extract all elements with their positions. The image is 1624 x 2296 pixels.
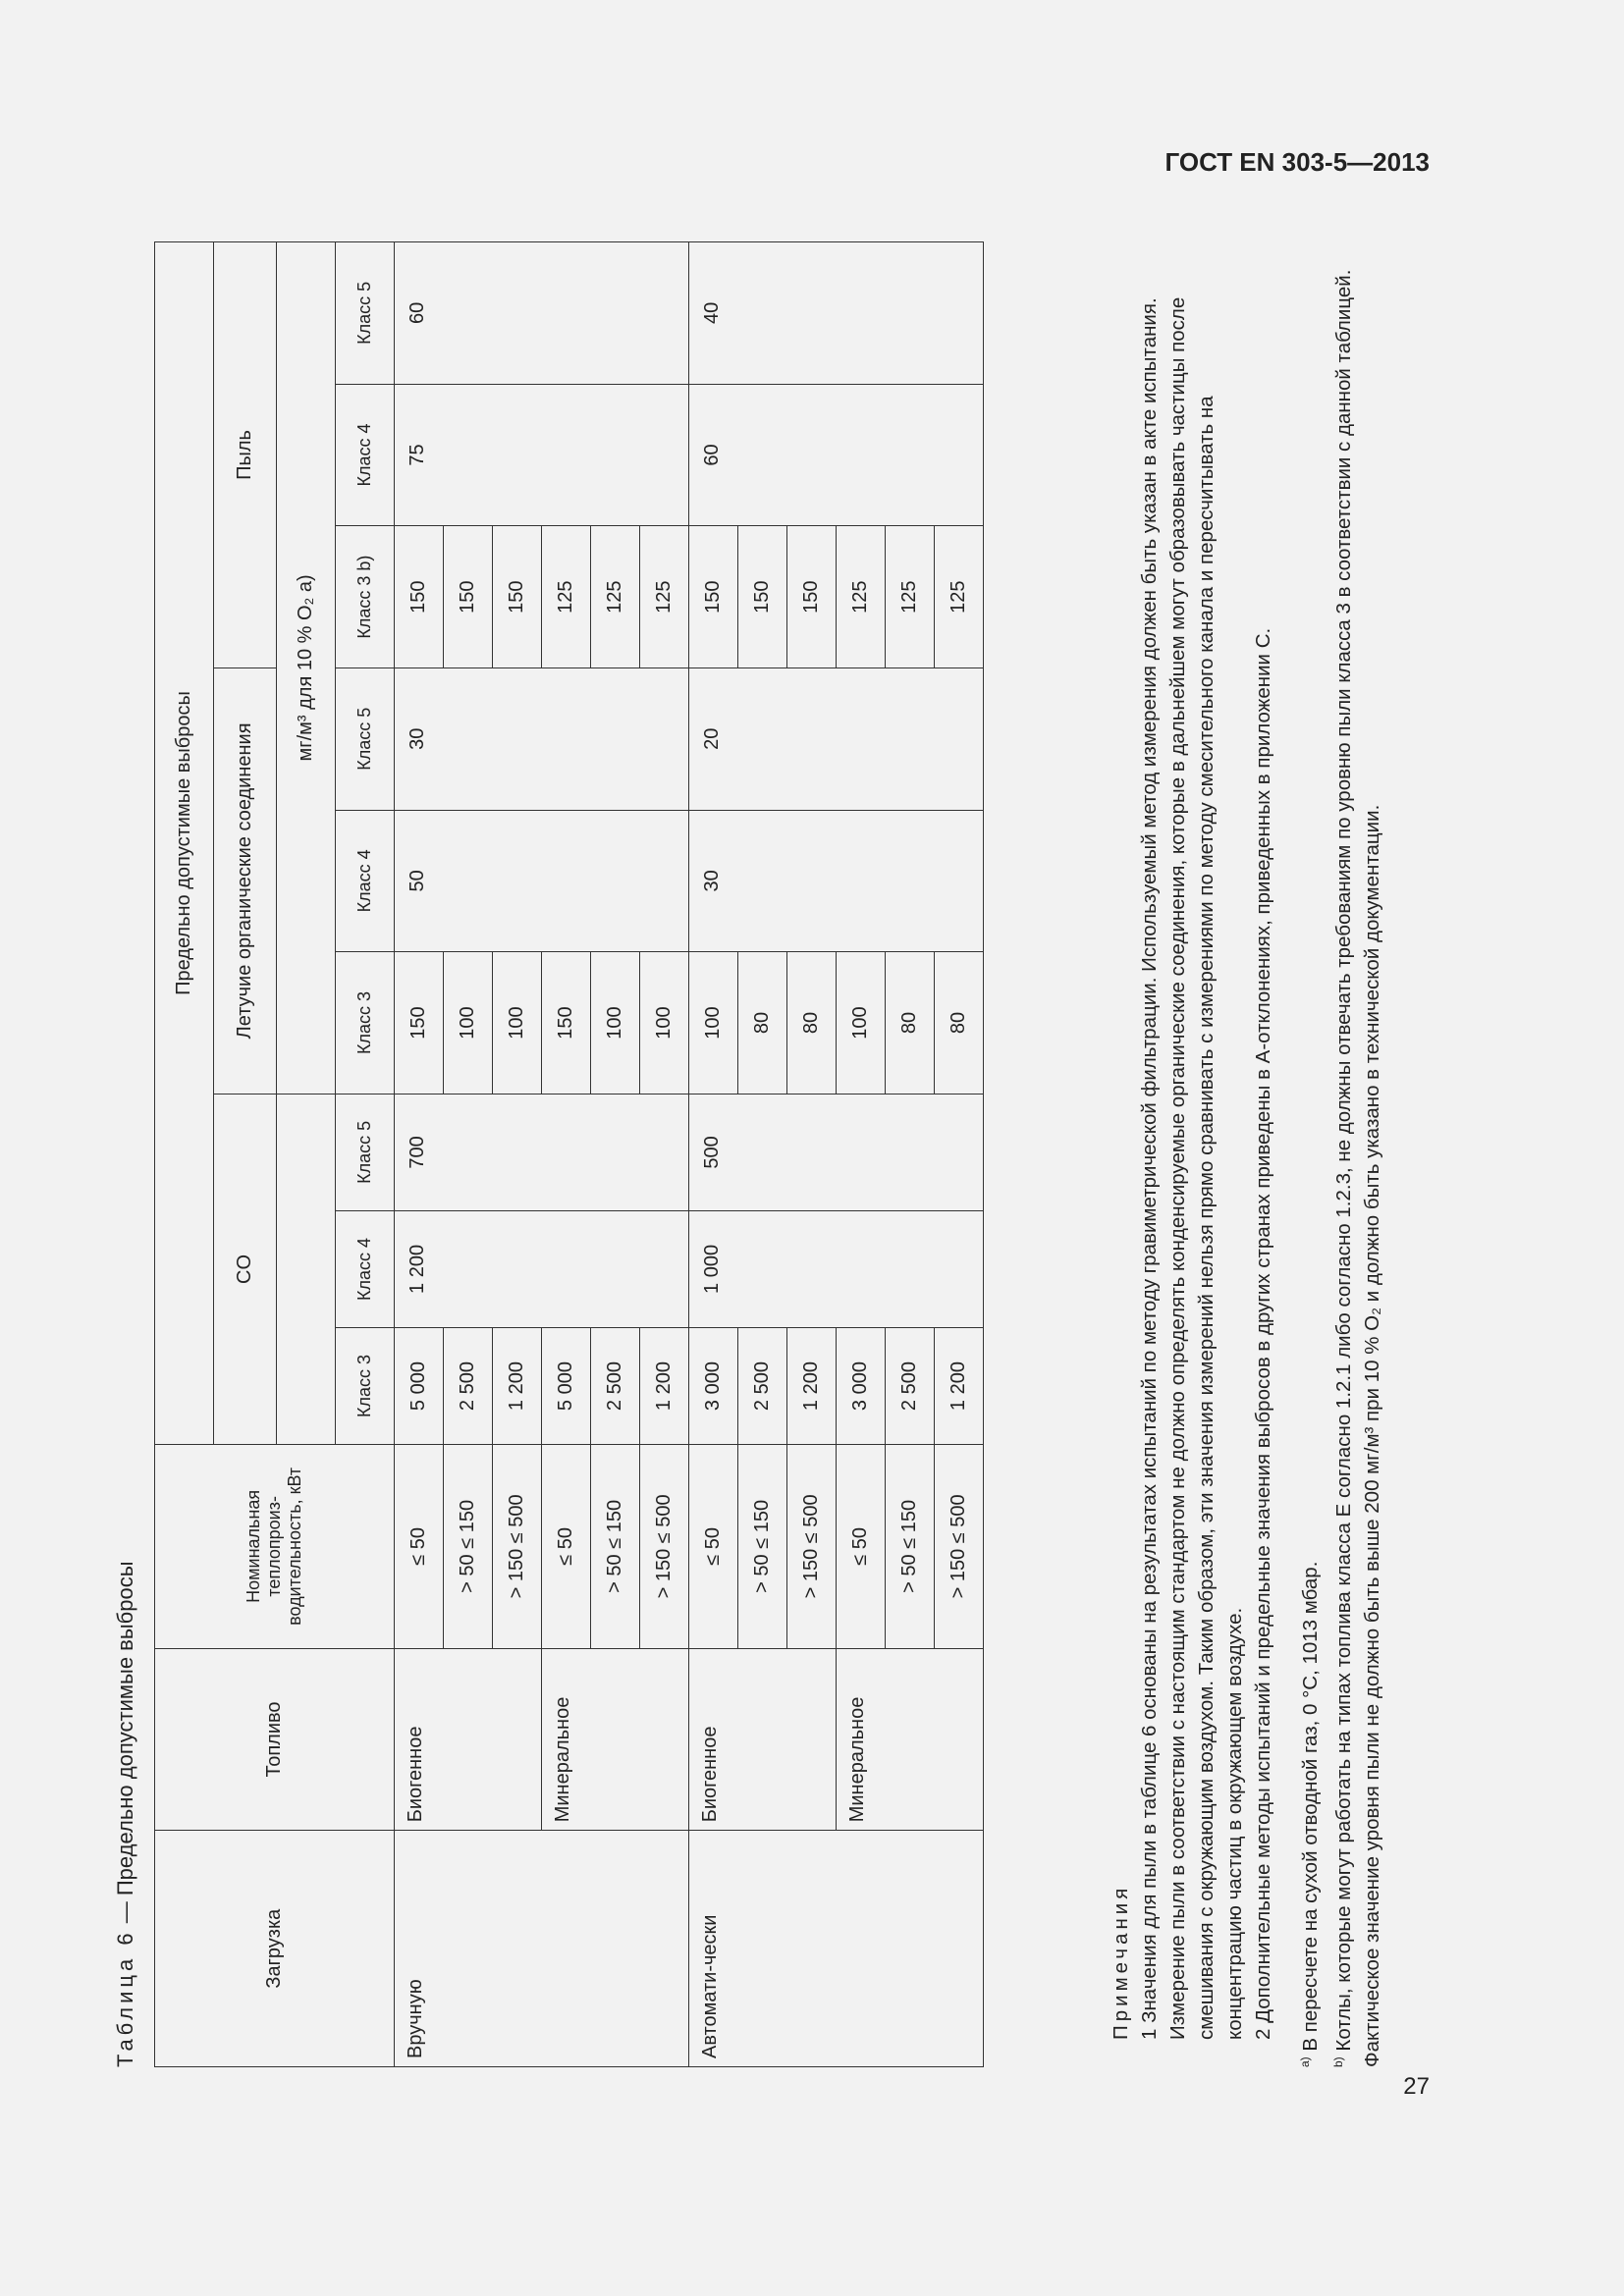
load-automatic: Автомати-чески bbox=[689, 1831, 984, 2067]
header-limits: Предельно допустимые выбросы bbox=[155, 242, 214, 1445]
header-voc-class5: Класс 5 bbox=[336, 667, 395, 810]
header-co-class5: Класс 5 bbox=[336, 1094, 395, 1210]
dust-class3-value: 125 bbox=[837, 526, 886, 668]
power-range: > 150 ≤ 500 bbox=[787, 1445, 837, 1649]
header-dust-class3b: Класс 3 b) bbox=[336, 526, 395, 668]
footnote-b-text: Котлы, которые могут работать на типах топлива класса Е согласно 1.2.1 либо согласно 1.2.3, не должны отвечать требованиям по уровню пыли класса 3 в соответствии с данной таблицей. Фактическое значение уровня пыли не должно быть выше 200 мг/м³ при 10 % O₂ и должно быть указано в технической документации. bbox=[1331, 269, 1383, 2067]
power-range: > 50 ≤ 150 bbox=[591, 1445, 640, 1649]
dust-class3-value: 125 bbox=[542, 526, 591, 668]
dust-class3-value: 125 bbox=[935, 526, 984, 668]
table-caption bbox=[113, 1561, 138, 2067]
co-class3-value: 2 500 bbox=[738, 1327, 787, 1444]
co-class3-value: 5 000 bbox=[542, 1327, 591, 1444]
dust-class3-value: 125 bbox=[640, 526, 689, 668]
fuel-biogenic: Биогенное bbox=[395, 1648, 542, 1831]
dust-class3-value: 125 bbox=[886, 526, 935, 668]
header-co: CO bbox=[214, 1094, 277, 1444]
voc-class3-value: 80 bbox=[787, 952, 837, 1095]
voc-class5-value: 30 bbox=[395, 667, 689, 810]
voc-class3-value: 80 bbox=[886, 952, 935, 1095]
voc-class3-value: 150 bbox=[542, 952, 591, 1095]
header-voc: Летучие органические соединения bbox=[214, 667, 277, 1094]
power-range: ≤ 50 bbox=[837, 1445, 886, 1649]
voc-class4-value: 30 bbox=[689, 810, 984, 952]
co-class3-value: 2 500 bbox=[886, 1327, 935, 1444]
header-voc-class4: Класс 4 bbox=[336, 810, 395, 952]
caption-prefix: Таблица 6 bbox=[113, 1929, 137, 2067]
voc-class3-value: 100 bbox=[493, 952, 542, 1095]
footnote-b bbox=[1325, 261, 1386, 2067]
document-id: ГОСТ EN 303-5—2013 bbox=[1164, 147, 1430, 177]
header-load: Загрузка bbox=[155, 1831, 395, 2067]
fuel-mineral: Минеральное bbox=[837, 1648, 984, 1831]
co-class5-value: 700 bbox=[395, 1094, 689, 1210]
voc-class5-value: 20 bbox=[689, 667, 984, 810]
voc-class3-value: 80 bbox=[935, 952, 984, 1095]
co-class5-value: 500 bbox=[689, 1094, 984, 1210]
co-class3-value: 2 500 bbox=[444, 1327, 493, 1444]
dust-class3-value: 150 bbox=[493, 526, 542, 668]
dust-class3-value: 125 bbox=[591, 526, 640, 668]
voc-class4-value: 50 bbox=[395, 810, 689, 952]
table-row bbox=[689, 242, 738, 2067]
rotated-landscape-page bbox=[113, 241, 1383, 2067]
header-co-class4: Класс 4 bbox=[336, 1210, 395, 1327]
header-fuel: Топливо bbox=[155, 1648, 395, 1831]
footnote-b-marker: b) bbox=[1330, 2056, 1345, 2067]
header-unit: мг/м³ для 10 % O₂ а) bbox=[277, 242, 336, 1095]
power-range: ≤ 50 bbox=[689, 1445, 738, 1649]
table-notes bbox=[1107, 261, 1386, 2067]
voc-class3-value: 150 bbox=[395, 952, 444, 1095]
power-range: ≤ 50 bbox=[542, 1445, 591, 1649]
fuel-mineral: Минеральное bbox=[542, 1648, 689, 1831]
co-class3-value: 3 000 bbox=[837, 1327, 886, 1444]
dust-class3-value: 150 bbox=[738, 526, 787, 668]
emissions-table bbox=[154, 241, 984, 2067]
voc-class3-value: 100 bbox=[640, 952, 689, 1095]
voc-class3-value: 100 bbox=[689, 952, 738, 1095]
header-dust-class4: Класс 4 bbox=[336, 384, 395, 526]
power-range: > 50 ≤ 150 bbox=[886, 1445, 935, 1649]
power-range: > 150 ≤ 500 bbox=[640, 1445, 689, 1649]
footnote-a bbox=[1291, 261, 1325, 2067]
dust-class4-value: 60 bbox=[689, 384, 984, 526]
header-dust: Пыль bbox=[214, 242, 277, 668]
voc-class3-value: 100 bbox=[444, 952, 493, 1095]
co-class3-value: 1 200 bbox=[493, 1327, 542, 1444]
power-range: > 50 ≤ 150 bbox=[444, 1445, 493, 1649]
co-class4-value: 1 000 bbox=[689, 1210, 984, 1327]
dust-class3-value: 150 bbox=[444, 526, 493, 668]
co-class3-value: 1 200 bbox=[640, 1327, 689, 1444]
header-dust-class5: Класс 5 bbox=[336, 242, 395, 385]
note-2: 2 Дополнительные методы испытаний и предельные значения выбросов в других странах приведены в А-отклонениях, приведенных в приложении С. bbox=[1252, 627, 1274, 2040]
notes-title: Примечания bbox=[1110, 1884, 1132, 2040]
power-range: > 50 ≤ 150 bbox=[738, 1445, 787, 1649]
dust-class3-value: 150 bbox=[787, 526, 837, 668]
dust-class5-value: 60 bbox=[395, 242, 689, 385]
header-voc-class3: Класс 3 bbox=[336, 952, 395, 1095]
co-class3-value: 3 000 bbox=[689, 1327, 738, 1444]
power-range: > 150 ≤ 500 bbox=[493, 1445, 542, 1649]
co-class3-value: 5 000 bbox=[395, 1327, 444, 1444]
voc-class3-value: 100 bbox=[837, 952, 886, 1095]
voc-class3-value: 100 bbox=[591, 952, 640, 1095]
footnote-a-text: В пересчете на сухой отводной газ, 0 °С, 1013 мбар. bbox=[1298, 1561, 1322, 2052]
table-row bbox=[395, 242, 444, 2067]
dust-class3-value: 150 bbox=[689, 526, 738, 668]
dust-class3-value: 150 bbox=[395, 526, 444, 668]
co-class3-value: 1 200 bbox=[935, 1327, 984, 1444]
footnote-a-marker: а) bbox=[1298, 2056, 1312, 2067]
fuel-biogenic: Биогенное bbox=[689, 1648, 837, 1831]
load-manual: Вручную bbox=[395, 1831, 689, 2067]
co-class3-value: 1 200 bbox=[787, 1327, 837, 1444]
header-co-class3: Класс 3 bbox=[336, 1327, 395, 1444]
dust-class5-value: 40 bbox=[689, 242, 984, 385]
header-co-spacer bbox=[277, 1094, 336, 1444]
power-range: > 150 ≤ 500 bbox=[935, 1445, 984, 1649]
voc-class3-value: 80 bbox=[738, 952, 787, 1095]
co-class3-value: 2 500 bbox=[591, 1327, 640, 1444]
note-1: 1 Значения для пыли в таблице 6 основаны на результатах испытаний по методу гравиметрической фильтрации. Используемый метод измерения должен быть указан в акте испытания. Измерение пыли в соответствии с настоящим стандартом не должно определять конденсируемые органические соединения, которые в дальнейшем могут образовывать частицы после смешивания с окружающим воздухом. Таким образом, эти значения измерений нельзя прямо сравнивать с измерениями по методу смесительного канала и пересчитывать на концентрацию частиц в окружающем воздухе. bbox=[1138, 296, 1246, 2040]
dust-class4-value: 75 bbox=[395, 384, 689, 526]
power-range: ≤ 50 bbox=[395, 1445, 444, 1649]
co-class4-value: 1 200 bbox=[395, 1210, 689, 1327]
header-power: Номинальная теплопроиз-водительность, кВт bbox=[155, 1445, 395, 1649]
caption-text: — Предельно допустимые выбросы bbox=[113, 1561, 137, 1924]
page-number: 27 bbox=[1403, 2073, 1430, 2100]
